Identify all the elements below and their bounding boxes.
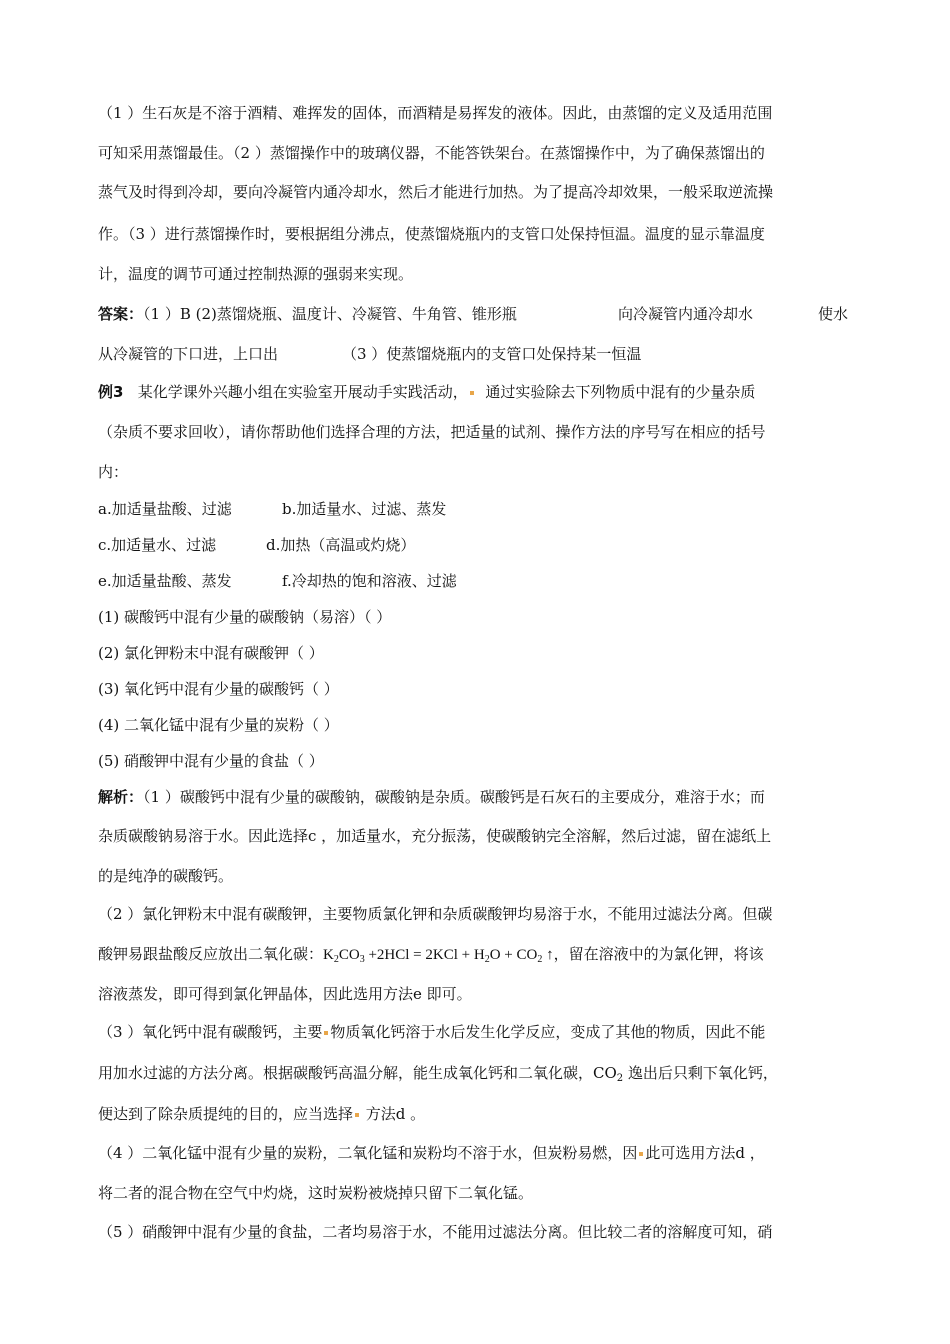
text-line: 内： <box>98 463 129 481</box>
text-line: 将二者的混合物在空气中灼烧，这时炭粉被烧掉只留下二氧化锰。 <box>98 1184 534 1202</box>
option-f: f.冷却热的饱和溶液、过滤 <box>282 572 457 590</box>
text-line: （2 ）氯化钾粉末中混有碳酸钾，主要物质氯化钾和杂质碳酸钾均易溶于水，不能用过滤法分离。但碳 <box>98 905 773 923</box>
text-line: 可知采用蒸馏最佳。（2 ）蒸馏操作中的玻璃仪器，不能答铁架台。在蒸馏操作中，为了确保蒸馏出的 <box>98 144 765 162</box>
question-3: (3) 氧化钙中混有少量的碳酸钙（ ） <box>98 680 339 698</box>
option-c: c.加适量水、过滤 <box>98 536 217 554</box>
option-a: a.加适量盐酸、过滤 <box>98 500 232 518</box>
option-e: e.加适量盐酸、蒸发 <box>98 572 232 590</box>
text-line: 便达到了除杂质提纯的目的，应当选择 方法d 。 <box>98 1105 426 1123</box>
text-line: 用加水过滤的方法分离。根据碳酸钙高温分解，能生成氧化钙和二氧化碳，$CO_2$ 逸出后只剩下氧化钙， <box>98 1064 778 1084</box>
answer-text: 使水 <box>818 305 849 323</box>
question-1: (1) 碳酸钙中混有少量的碳酸钠（易溶）（ ） <box>98 608 392 626</box>
question-5: (5) 硝酸钾中混有少量的食盐（ ） <box>98 752 324 770</box>
answer-line-1: 答案：（1 ）B (2)蒸馏烧瓶、温度计、冷凝管、牛角管、锥形瓶 <box>98 305 517 323</box>
mark-dot <box>324 1031 328 1035</box>
text-line: 计，温度的调节可通过控制热源的强弱来实现。 <box>98 265 414 283</box>
analysis-line: 解析：（1 ）碳酸钙中混有少量的碳酸钠，碳酸钠是杂质。碳酸钙是石灰石的主要成分，难溶于水；而 <box>98 788 765 806</box>
text-line: 蒸气及时得到冷却，要向冷凝管内通冷却水，然后才能进行加热。为了提高冷却效果，一般采取逆流操 <box>98 183 774 201</box>
option-d: d.加热（高温或灼烧） <box>266 536 416 554</box>
text-line: 作。（3 ）进行蒸馏操作时，要根据组分沸点，使蒸馏烧瓶内的支管口处保持恒温。温度的显示靠温度 <box>98 225 765 243</box>
example-3-line: 例3 某化学课外兴趣小组在实验室开展动手实践活动， 通过实验除去下列物质中混有的少量杂质 <box>98 383 756 401</box>
analysis-label: 解析： <box>98 788 144 806</box>
mark-dot <box>639 1152 643 1156</box>
answer-line-2: 从冷凝管的下口进，上口出 <box>98 345 279 363</box>
answer-text: （3 ）使蒸馏烧瓶内的支管口处保持某一恒温 <box>342 345 642 363</box>
text-line: （4 ）二氧化锰中混有少量的炭粉，二氧化锰和炭粉均不溶于水，但炭粉易燃，因 此可选用方法d ， <box>98 1144 765 1162</box>
text-line: （5 ）硝酸钾中混有少量的食盐，二者均易溶于水，不能用过滤法分离。但比较二者的溶解度可知，硝 <box>98 1223 773 1241</box>
mark-dot <box>470 391 474 395</box>
answer-label: 答案： <box>98 305 144 323</box>
text-line: （3 ）氧化钙中混有碳酸钙，主要 物质氧化钙溶于水后发生化学反应，变成了其他的物质，因此不能 <box>98 1023 766 1041</box>
text-line: （1 ）生石灰是不溶于酒精、难挥发的固体，而酒精是易挥发的液体。因此，由蒸馏的定义及适用范围 <box>98 104 773 122</box>
text-line: 杂质碳酸钠易溶于水。因此选择c ，加适量水，充分振荡，使碳酸钠完全溶解，然后过滤，留在滤纸上 <box>98 827 772 845</box>
question-2: (2) 氯化钾粉末中混有碳酸钾（ ） <box>98 644 324 662</box>
chemical-equation: $K_2CO_3 +2HCl = 2KCl + H_2O + CO_2$ ↑ <box>323 947 554 965</box>
example-label: 例3 <box>98 383 124 401</box>
equation-line: 酸钾易跟盐酸反应放出二氧化碳：$K_2CO_3 +2HCl = 2KCl + H_2O + CO_2$ ↑，留在溶液中的为氯化钾，将该 <box>98 945 764 965</box>
mark-dot <box>355 1113 359 1117</box>
text-line: 溶液蒸发，即可得到氯化钾晶体，因此选用方法e 即可。 <box>98 985 472 1003</box>
question-4: (4) 二氧化锰中混有少量的炭粉（ ） <box>98 716 339 734</box>
text-line: （杂质不要求回收），请你帮助他们选择合理的方法，把适量的试剂、操作方法的序号写在相应的括号 <box>98 423 766 441</box>
option-b: b.加适量水、过滤、蒸发 <box>282 500 447 518</box>
answer-text: 向冷凝管内通冷却水 <box>618 305 754 323</box>
text-line: 的是纯净的碳酸钙。 <box>98 867 234 885</box>
